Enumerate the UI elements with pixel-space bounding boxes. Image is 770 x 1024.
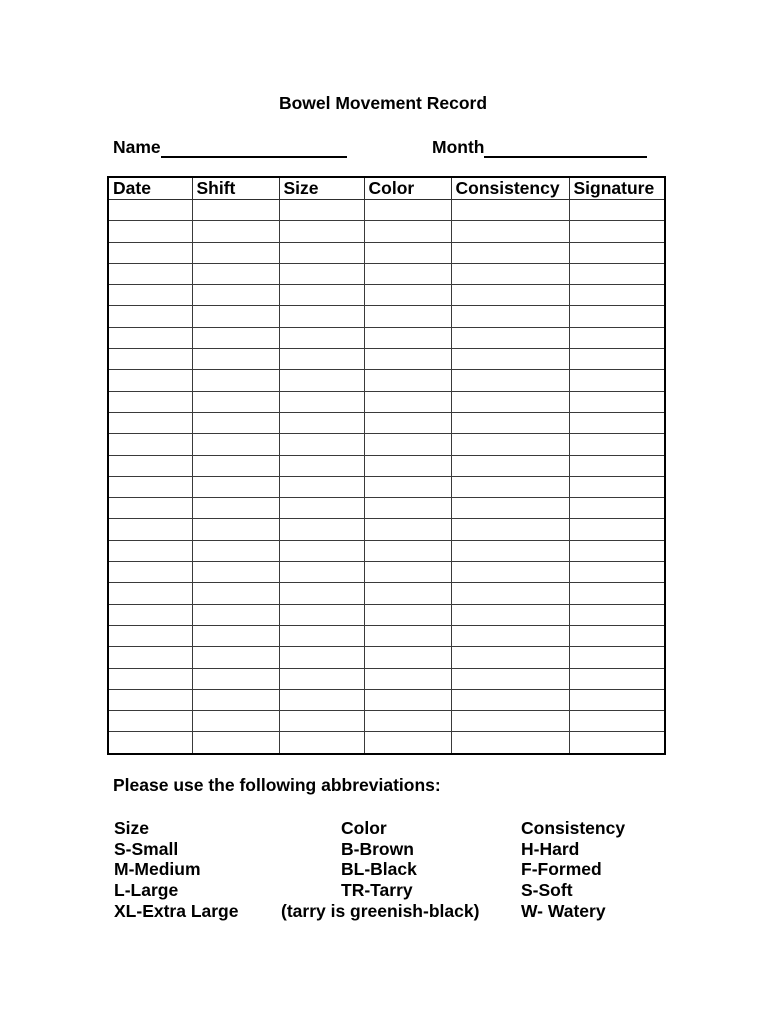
table-row <box>108 604 665 625</box>
empty-cell-signature[interactable] <box>569 242 665 263</box>
abbr-group-title: Color <box>341 818 387 838</box>
empty-cell-color[interactable] <box>364 476 451 497</box>
table-row <box>108 689 665 710</box>
empty-cell-color[interactable] <box>364 668 451 689</box>
table-row <box>108 647 665 668</box>
table-row <box>108 625 665 646</box>
empty-cell-signature[interactable] <box>569 647 665 668</box>
empty-cell-color[interactable] <box>364 412 451 433</box>
empty-cell-consistency[interactable] <box>451 434 569 455</box>
empty-cell-consistency[interactable] <box>451 221 569 242</box>
column-header-signature: Signature <box>569 177 665 200</box>
table-row <box>108 391 665 412</box>
table-row <box>108 711 665 732</box>
page-title: Bowel Movement Record <box>278 93 488 113</box>
abbr-item: H-Hard <box>521 838 580 859</box>
empty-cell-consistency[interactable] <box>451 200 569 221</box>
table-row <box>108 306 665 327</box>
empty-cell-signature[interactable] <box>569 370 665 391</box>
empty-cell-shift[interactable] <box>192 732 279 754</box>
empty-cell-consistency[interactable] <box>451 391 569 412</box>
abbr-group-title: Consistency <box>521 818 626 838</box>
empty-cell-size[interactable] <box>279 732 364 754</box>
abbr-item: L-Large <box>114 880 179 901</box>
empty-cell-signature[interactable] <box>569 625 665 646</box>
empty-cell-signature[interactable] <box>569 412 665 433</box>
empty-cell-size[interactable] <box>279 476 364 497</box>
empty-cell-consistency[interactable] <box>451 519 569 540</box>
empty-cell-size[interactable] <box>279 349 364 370</box>
table-row <box>108 285 665 306</box>
abbr-item: XL-Extra Large <box>114 900 239 921</box>
column-header-shift: Shift <box>192 177 279 200</box>
empty-cell-shift[interactable] <box>192 434 279 455</box>
abbr-group-consistency <box>521 818 625 922</box>
empty-cell-size[interactable] <box>279 583 364 604</box>
empty-cell-size[interactable] <box>279 391 364 412</box>
empty-cell-consistency[interactable] <box>451 306 569 327</box>
empty-cell-size[interactable] <box>279 285 364 306</box>
empty-cell-color[interactable] <box>364 498 451 519</box>
empty-cell-consistency[interactable] <box>451 285 569 306</box>
table-row <box>108 327 665 348</box>
empty-cell-color[interactable] <box>364 647 451 668</box>
empty-cell-color[interactable] <box>364 732 451 754</box>
empty-cell-consistency[interactable] <box>451 349 569 370</box>
empty-cell-signature[interactable] <box>569 285 665 306</box>
empty-cell-date[interactable] <box>108 412 192 433</box>
empty-cell-signature[interactable] <box>569 562 665 583</box>
empty-cell-color[interactable] <box>364 263 451 284</box>
empty-cell-size[interactable] <box>279 370 364 391</box>
empty-cell-color[interactable] <box>364 455 451 476</box>
empty-cell-size[interactable] <box>279 689 364 710</box>
empty-cell-date[interactable] <box>108 221 192 242</box>
table-row <box>108 349 665 370</box>
empty-cell-date[interactable] <box>108 689 192 710</box>
column-header-color: Color <box>364 177 451 200</box>
empty-cell-shift[interactable] <box>192 711 279 732</box>
abbr-item: M-Medium <box>114 859 201 880</box>
empty-cell-size[interactable] <box>279 604 364 625</box>
empty-cell-size[interactable] <box>279 519 364 540</box>
month-label: Month <box>432 137 485 157</box>
table-row <box>108 200 665 221</box>
empty-cell-consistency[interactable] <box>451 498 569 519</box>
empty-cell-date[interactable] <box>108 498 192 519</box>
abbr-item: S-Soft <box>521 880 573 901</box>
empty-cell-shift[interactable] <box>192 604 279 625</box>
empty-cell-date[interactable] <box>108 349 192 370</box>
empty-cell-size[interactable] <box>279 455 364 476</box>
table-row <box>108 476 665 497</box>
table-row <box>108 242 665 263</box>
empty-cell-color[interactable] <box>364 434 451 455</box>
empty-cell-date[interactable] <box>108 434 192 455</box>
empty-cell-size[interactable] <box>279 668 364 689</box>
empty-cell-shift[interactable] <box>192 242 279 263</box>
empty-cell-color[interactable] <box>364 349 451 370</box>
empty-cell-shift[interactable] <box>192 668 279 689</box>
empty-cell-date[interactable] <box>108 540 192 561</box>
empty-cell-signature[interactable] <box>569 200 665 221</box>
table-row <box>108 540 665 561</box>
empty-cell-color[interactable] <box>364 221 451 242</box>
empty-cell-color[interactable] <box>364 711 451 732</box>
empty-cell-color[interactable] <box>364 519 451 540</box>
name-blank-line[interactable] <box>161 136 347 158</box>
empty-cell-date[interactable] <box>108 306 192 327</box>
empty-cell-consistency[interactable] <box>451 455 569 476</box>
empty-cell-consistency[interactable] <box>451 583 569 604</box>
empty-cell-consistency[interactable] <box>451 263 569 284</box>
empty-cell-signature[interactable] <box>569 540 665 561</box>
empty-cell-size[interactable] <box>279 562 364 583</box>
table-row <box>108 412 665 433</box>
empty-cell-consistency[interactable] <box>451 625 569 646</box>
table-row <box>108 519 665 540</box>
empty-cell-shift[interactable] <box>192 498 279 519</box>
empty-cell-color[interactable] <box>364 327 451 348</box>
empty-cell-signature[interactable] <box>569 519 665 540</box>
table-row <box>108 668 665 689</box>
month-blank-line[interactable] <box>484 136 647 158</box>
table-row <box>108 263 665 284</box>
empty-cell-shift[interactable] <box>192 583 279 604</box>
empty-cell-date[interactable] <box>108 562 192 583</box>
empty-cell-size[interactable] <box>279 434 364 455</box>
empty-cell-consistency[interactable] <box>451 370 569 391</box>
empty-cell-consistency[interactable] <box>451 327 569 348</box>
empty-cell-shift[interactable] <box>192 647 279 668</box>
empty-cell-shift[interactable] <box>192 285 279 306</box>
empty-cell-date[interactable] <box>108 519 192 540</box>
empty-cell-consistency[interactable] <box>451 540 569 561</box>
table-row <box>108 370 665 391</box>
record-table <box>107 176 666 755</box>
empty-cell-signature[interactable] <box>569 455 665 476</box>
empty-cell-shift[interactable] <box>192 370 279 391</box>
empty-cell-size[interactable] <box>279 540 364 561</box>
empty-cell-signature[interactable] <box>569 306 665 327</box>
empty-cell-shift[interactable] <box>192 476 279 497</box>
column-header-date: Date <box>108 177 192 200</box>
empty-cell-consistency[interactable] <box>451 668 569 689</box>
empty-cell-signature[interactable] <box>569 327 665 348</box>
empty-cell-date[interactable] <box>108 200 192 221</box>
empty-cell-color[interactable] <box>364 370 451 391</box>
empty-cell-color[interactable] <box>364 689 451 710</box>
empty-cell-signature[interactable] <box>569 434 665 455</box>
abbr-group-size <box>114 818 238 922</box>
month-field <box>432 136 647 158</box>
empty-cell-signature[interactable] <box>569 498 665 519</box>
empty-cell-shift[interactable] <box>192 349 279 370</box>
empty-cell-date[interactable] <box>108 285 192 306</box>
empty-cell-consistency[interactable] <box>451 562 569 583</box>
empty-cell-consistency[interactable] <box>451 732 569 754</box>
empty-cell-signature[interactable] <box>569 604 665 625</box>
empty-cell-date[interactable] <box>108 242 192 263</box>
empty-cell-consistency[interactable] <box>451 689 569 710</box>
table-row <box>108 434 665 455</box>
empty-cell-signature[interactable] <box>569 349 665 370</box>
abbreviations-intro: Please use the following abbreviations: <box>113 775 441 795</box>
table-row <box>108 221 665 242</box>
name-field <box>113 136 347 158</box>
empty-cell-consistency[interactable] <box>451 476 569 497</box>
empty-cell-shift[interactable] <box>192 221 279 242</box>
empty-cell-date[interactable] <box>108 327 192 348</box>
empty-cell-color[interactable] <box>364 391 451 412</box>
empty-cell-color[interactable] <box>364 306 451 327</box>
empty-cell-color[interactable] <box>364 200 451 221</box>
empty-cell-shift[interactable] <box>192 327 279 348</box>
name-label: Name <box>113 137 161 157</box>
abbr-item: F-Formed <box>521 859 602 880</box>
empty-cell-size[interactable] <box>279 412 364 433</box>
empty-cell-shift[interactable] <box>192 412 279 433</box>
empty-cell-size[interactable] <box>279 242 364 263</box>
column-header-size: Size <box>279 177 364 200</box>
empty-cell-size[interactable] <box>279 625 364 646</box>
empty-cell-color[interactable] <box>364 242 451 263</box>
empty-cell-size[interactable] <box>279 498 364 519</box>
empty-cell-shift[interactable] <box>192 306 279 327</box>
empty-cell-date[interactable] <box>108 583 192 604</box>
empty-cell-signature[interactable] <box>569 263 665 284</box>
abbr-item: B-Brown <box>341 838 414 859</box>
abbr-group-color <box>281 818 480 922</box>
empty-cell-date[interactable] <box>108 625 192 646</box>
abbr-item: (tarry is greenish-black) <box>281 900 480 921</box>
empty-cell-color[interactable] <box>364 625 451 646</box>
empty-cell-signature[interactable] <box>569 689 665 710</box>
empty-cell-shift[interactable] <box>192 391 279 412</box>
empty-cell-signature[interactable] <box>569 732 665 754</box>
empty-cell-date[interactable] <box>108 668 192 689</box>
empty-cell-color[interactable] <box>364 562 451 583</box>
empty-cell-consistency[interactable] <box>451 242 569 263</box>
empty-cell-signature[interactable] <box>569 391 665 412</box>
empty-cell-color[interactable] <box>364 583 451 604</box>
empty-cell-date[interactable] <box>108 455 192 476</box>
empty-cell-size[interactable] <box>279 647 364 668</box>
empty-cell-size[interactable] <box>279 263 364 284</box>
empty-cell-size[interactable] <box>279 327 364 348</box>
empty-cell-shift[interactable] <box>192 562 279 583</box>
table-row <box>108 498 665 519</box>
empty-cell-signature[interactable] <box>569 668 665 689</box>
empty-cell-consistency[interactable] <box>451 711 569 732</box>
empty-cell-date[interactable] <box>108 732 192 754</box>
empty-cell-date[interactable] <box>108 476 192 497</box>
empty-cell-date[interactable] <box>108 711 192 732</box>
empty-cell-consistency[interactable] <box>451 604 569 625</box>
empty-cell-size[interactable] <box>279 200 364 221</box>
abbr-item: S-Small <box>114 838 179 859</box>
empty-cell-color[interactable] <box>364 285 451 306</box>
empty-cell-consistency[interactable] <box>451 412 569 433</box>
empty-cell-date[interactable] <box>108 370 192 391</box>
empty-cell-date[interactable] <box>108 391 192 412</box>
abbr-item: TR-Tarry <box>341 880 413 901</box>
empty-cell-shift[interactable] <box>192 540 279 561</box>
empty-cell-date[interactable] <box>108 647 192 668</box>
empty-cell-signature[interactable] <box>569 583 665 604</box>
empty-cell-date[interactable] <box>108 604 192 625</box>
empty-cell-size[interactable] <box>279 306 364 327</box>
table-header-row <box>108 177 665 200</box>
table-row <box>108 583 665 604</box>
table-row <box>108 732 665 754</box>
empty-cell-size[interactable] <box>279 221 364 242</box>
abbr-item: BL-Black <box>341 859 417 880</box>
empty-cell-size[interactable] <box>279 711 364 732</box>
empty-cell-signature[interactable] <box>569 476 665 497</box>
empty-cell-shift[interactable] <box>192 689 279 710</box>
table-row <box>108 455 665 476</box>
table-row <box>108 562 665 583</box>
empty-cell-color[interactable] <box>364 540 451 561</box>
abbr-group-title: Size <box>114 818 150 838</box>
column-header-consistency: Consistency <box>451 177 569 200</box>
empty-cell-shift[interactable] <box>192 200 279 221</box>
abbr-item: W- Watery <box>521 900 606 921</box>
empty-cell-signature[interactable] <box>569 221 665 242</box>
empty-cell-signature[interactable] <box>569 711 665 732</box>
empty-cell-consistency[interactable] <box>451 647 569 668</box>
empty-cell-color[interactable] <box>364 604 451 625</box>
empty-cell-shift[interactable] <box>192 455 279 476</box>
empty-cell-shift[interactable] <box>192 519 279 540</box>
empty-cell-shift[interactable] <box>192 263 279 284</box>
empty-cell-shift[interactable] <box>192 625 279 646</box>
empty-cell-date[interactable] <box>108 263 192 284</box>
